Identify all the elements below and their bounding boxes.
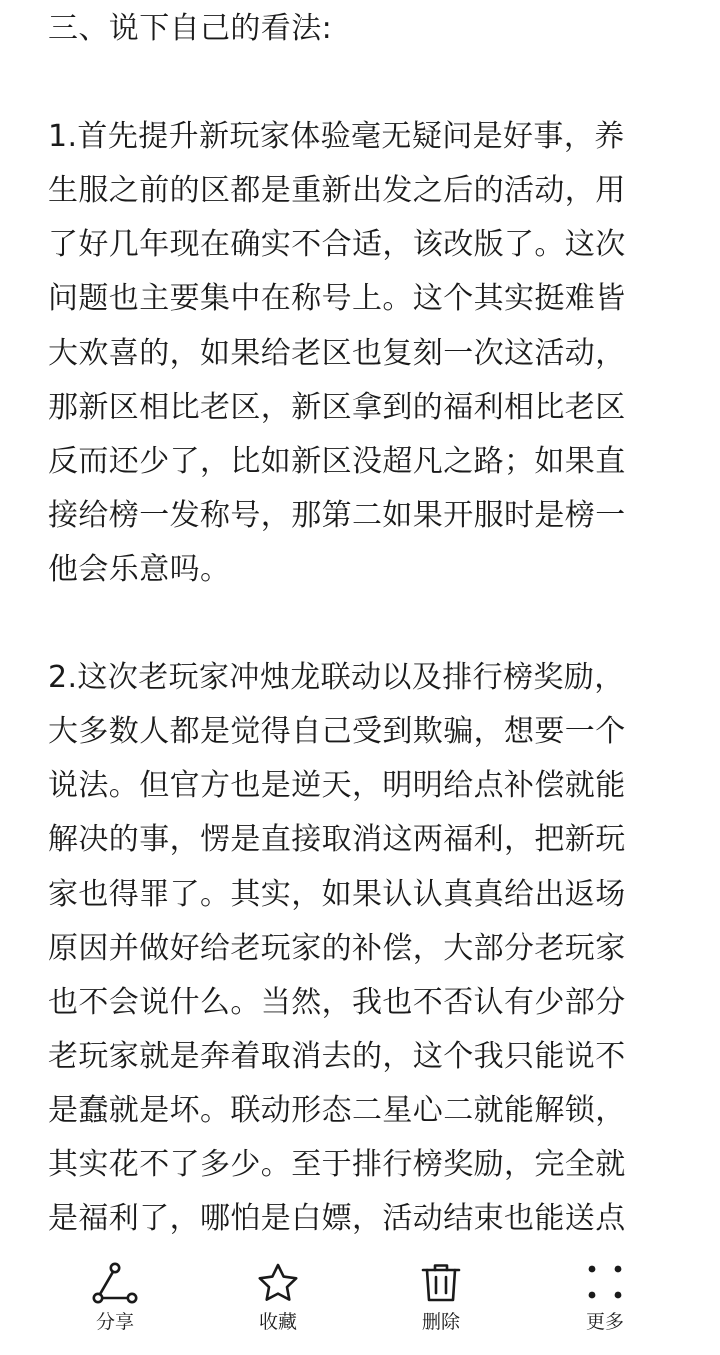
note-content: [48, 0, 672, 1250]
delete-label: 删除: [421, 1311, 460, 1333]
paragraph-line: 他会乐意吗。: [48, 551, 231, 587]
trash-icon: [381, 1262, 501, 1304]
paragraph-gap: [48, 597, 672, 651]
paragraph-line: 了好几年现在确实不合适，该改版了。这次: [48, 227, 626, 263]
more-button[interactable]: [545, 1262, 665, 1342]
section-heading: 三、说下自己的看法:: [48, 11, 333, 46]
paragraph-line: 是蠢就是坏。联动形态二星心二就能解锁，: [48, 1092, 626, 1128]
favorite-label: 收藏: [258, 1311, 297, 1333]
paragraph-line: 老玩家就是奔着取消去的，这个我只能说不: [48, 1038, 626, 1074]
paragraph-line: 说法。但官方也是逆天，明明给点补偿就能: [48, 768, 626, 804]
paragraph-line: 是福利了，哪怕是白嫖，活动结束也能送点: [48, 1201, 626, 1237]
paragraph-line: 反而还少了，比如新区没超凡之路；如果直: [48, 443, 626, 479]
share-button[interactable]: [55, 1262, 175, 1342]
share-label: 分享: [95, 1311, 134, 1333]
paragraph-line: 2.这次老玩家冲烛龙联动以及排行榜奖励，: [48, 660, 625, 696]
paragraph-line: 那新区相比老区，新区拿到的福利相比老区: [48, 389, 626, 425]
paragraph-1: [48, 110, 672, 597]
paragraph-line: 接给榜一发称号，那第二如果开服时是榜一: [48, 497, 626, 533]
paragraph-line: 家也得罪了。其实，如果认认真真给出返场: [48, 876, 626, 912]
paragraph-line: 问题也主要集中在称号上。这个其实挺难皆: [48, 281, 626, 317]
paragraph-gap: [48, 56, 672, 110]
star-icon: [218, 1262, 338, 1304]
paragraph-line: 原因并做好给老玩家的补偿，大部分老玩家: [48, 930, 626, 966]
more-dots-icon: [545, 1262, 665, 1304]
paragraph-line: 其实花不了多少。至于排行榜奖励，完全就: [48, 1146, 626, 1182]
paragraph-line: 生服之前的区都是重新出发之后的活动，用: [48, 173, 626, 209]
favorite-button[interactable]: [218, 1262, 338, 1342]
paragraph-line: 也不会说什么。当然，我也不否认有少部分: [48, 984, 626, 1020]
paragraph-line: 1.首先提升新玩家体验毫无疑问是好事，养: [48, 119, 625, 155]
bottom-toolbar: [0, 1250, 720, 1355]
delete-button[interactable]: [381, 1262, 501, 1342]
paragraph-line: 解决的事，愣是直接取消这两福利，把新玩: [48, 822, 626, 858]
paragraph-line: 大多数人都是觉得自己受到欺骗，想要一个: [48, 714, 626, 750]
more-label: 更多: [585, 1311, 624, 1333]
paragraph-line: 大欢喜的，如果给老区也复刻一次这活动，: [48, 335, 626, 371]
share-icon: [55, 1262, 175, 1304]
paragraph-2: [48, 651, 672, 1246]
